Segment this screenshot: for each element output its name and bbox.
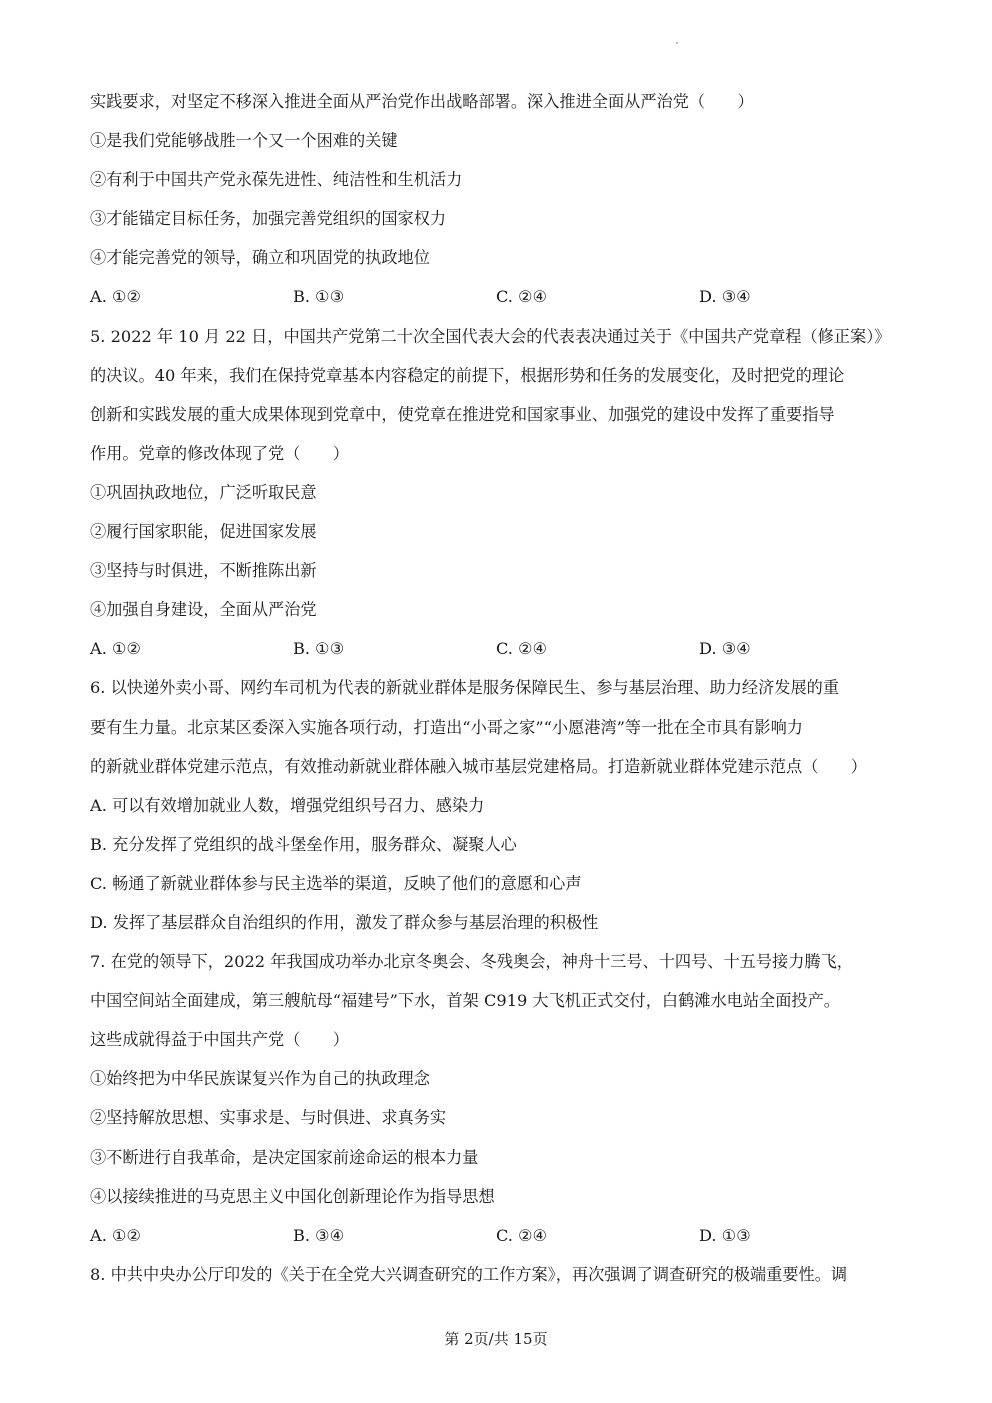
text-line: ④才能完善党的领导，确立和巩固党的执政地位: [90, 248, 430, 268]
text-line: ③才能锚定目标任务，加强完善党组织的国家权力: [90, 209, 447, 229]
answer-option: A. ①②: [90, 287, 142, 307]
text-line: 6. 以快递外卖小哥、网约车司机为代表的新就业群体是服务保障民生、参与基层治理、助力经济发展的重: [90, 678, 840, 698]
text-line: ③不断进行自我革命，是决定国家前途命运的根本力量: [90, 1147, 479, 1167]
text-line: 创新和实践发展的重大成果体现到党章中，使党章在推进党和国家事业、加强党的建设中发挥了重要指导: [90, 404, 835, 424]
answer-option: C. ②④: [496, 1225, 548, 1245]
answer-option: C. ②④: [496, 639, 548, 659]
text-line: ②有利于中国共产党永葆先进性、纯洁性和生机活力: [90, 170, 463, 190]
text-line: 作用。党章的修改体现了党（ ）: [90, 443, 349, 463]
page-content: [90, 82, 910, 1294]
text-line: ①巩固执政地位，广泛听取民意: [90, 482, 317, 502]
text-line: ①始终把为中华民族谋复兴作为自己的执政理念: [90, 1069, 430, 1089]
question-4-options: [90, 277, 910, 316]
text-line: ②履行国家职能，促进国家发展: [90, 522, 317, 542]
question-5: [90, 317, 910, 630]
text-line: B. 充分发挥了党组织的战斗堡垒作用，服务群众、凝聚人心: [90, 834, 517, 854]
text-line: 5. 2022 年 10 月 22 日，中国共产党第二十次全国代表大会的代表表决通过关于《中国共产党章程（修正案）》: [90, 326, 891, 346]
answer-option: D. ③④: [699, 287, 751, 307]
answer-option: C. ②④: [496, 287, 548, 307]
text-line: ④以接续推进的马克思主义中国化创新理论作为指导思想: [90, 1186, 495, 1206]
text-line: ①是我们党能够战胜一个又一个困难的关键: [90, 131, 398, 151]
question-4-continuation: [90, 82, 910, 277]
answer-option: A. ①②: [90, 639, 142, 659]
text-line: 8. 中共中央办公厅印发的《关于在全党大兴调查研究的工作方案》，再次强调了调查研究的极端重要性。调: [90, 1264, 848, 1284]
answer-option: D. ①③: [699, 1225, 751, 1245]
text-line: 实践要求，对坚定不移深入推进全面从严治党作出战略部署。深入推进全面从严治党（ ）: [90, 92, 754, 111]
text-line: ②坚持解放思想、实事求是、与时俱进、求真务实: [90, 1108, 447, 1128]
answer-option: D. ③④: [699, 639, 751, 659]
text-line: 的新就业群体党建示范点，有效推动新就业群体融入城市基层党建格局。打造新就业群体党建示范点（ ）: [90, 756, 867, 776]
text-line: 这些成就得益于中国共产党（ ）: [90, 1030, 349, 1050]
text-line: 7. 在党的领导下，2022 年我国成功举办北京冬奥会、冬残奥会，神舟十三号、十四号、十五号接力腾飞，: [90, 952, 853, 972]
text-line: ④加强自身建设，全面从严治党: [90, 600, 317, 620]
scan-dot: [676, 42, 678, 44]
text-line: ③坚持与时俱进，不断推陈出新: [90, 561, 317, 581]
question-8: [90, 1255, 910, 1294]
text-line: 的决议。40 年来，我们在保持党章基本内容稳定的前提下，根据形势和任务的发展变化，及时把党的理论: [90, 365, 845, 385]
answer-option: B. ①③: [293, 639, 345, 659]
text-line: A. 可以有效增加就业人数，增强党组织号召力、感染力: [90, 795, 485, 815]
answer-option: A. ①②: [90, 1225, 142, 1245]
text-line: C. 畅通了新就业群体参与民主选举的渠道，反映了他们的意愿和心声: [90, 873, 582, 893]
answer-option: B. ③④: [293, 1225, 345, 1245]
page-footer: 第 2页/共 15页: [444, 1330, 548, 1348]
question-7-options: [90, 1216, 910, 1255]
text-line: D. 发挥了基层群众自治组织的作用，激发了群众参与基层治理的积极性: [90, 912, 599, 932]
text-line: 要有生力量。北京某区委深入实施各项行动，打造出“小哥之家”“小愿港湾”等一批在全市具有影响力: [90, 717, 803, 737]
answer-option: B. ①③: [293, 287, 345, 307]
question-5-options: [90, 629, 910, 668]
questions-6-7: [90, 668, 910, 1215]
text-line: 中国空间站全面建成，第三艘航母“福建号”下水，首架 C919 大飞机正式交付，白鹤滩水电站全面投产。: [90, 991, 840, 1011]
